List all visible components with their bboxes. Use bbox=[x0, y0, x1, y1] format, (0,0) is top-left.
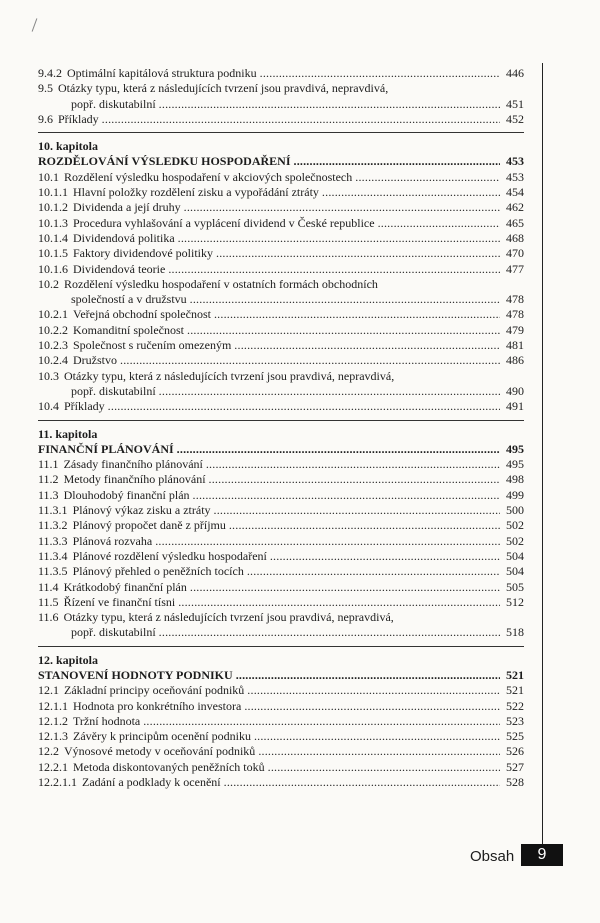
entry-title: Výnosové metody v oceňování podniků bbox=[64, 744, 256, 759]
toc-entry bbox=[38, 729, 524, 744]
entry-number: 10.2.2 bbox=[38, 322, 68, 337]
entry-number: 10.2.1 bbox=[38, 307, 68, 322]
footer-label: Obsah bbox=[470, 848, 515, 865]
entry-title: Rozdělení výsledku hospodaření v akciových společnostech bbox=[64, 169, 353, 184]
toc-entry bbox=[38, 760, 524, 775]
entry-title-continuation: společností a v družstvu bbox=[71, 292, 187, 307]
entry-number: 12.1 bbox=[38, 683, 59, 698]
entry-page: 527 bbox=[506, 759, 524, 774]
entry-number: 9.6 bbox=[38, 111, 53, 126]
toc-entry bbox=[38, 457, 524, 472]
section-divider bbox=[38, 132, 524, 133]
dot-leader bbox=[187, 323, 500, 338]
entry-number: 11.5 bbox=[38, 594, 59, 609]
dot-leader bbox=[168, 262, 500, 277]
toc-entry bbox=[38, 488, 524, 503]
dot-leader bbox=[322, 185, 500, 200]
entry-title: Plánová rozvaha bbox=[72, 533, 153, 548]
dot-leader bbox=[155, 534, 500, 549]
entry-number: 10.1.5 bbox=[38, 246, 68, 261]
entry-number: 11.4 bbox=[38, 579, 59, 594]
entry-title: Družstvo bbox=[73, 353, 117, 368]
entry-title: Řízení ve finanční tísni bbox=[63, 594, 176, 609]
toc-entry bbox=[38, 775, 524, 790]
toc-entry bbox=[38, 518, 524, 533]
entry-page: 505 bbox=[506, 579, 524, 594]
entry-title: Společnost s ručením omezeným bbox=[73, 338, 232, 353]
toc-entry bbox=[38, 503, 524, 518]
chapter-title-row bbox=[38, 442, 524, 457]
entry-page: 477 bbox=[506, 261, 524, 276]
chapter-label: 11. kapitola bbox=[38, 426, 98, 441]
entry-page: 452 bbox=[506, 111, 524, 126]
entry-number: 11.3.5 bbox=[38, 564, 68, 579]
entry-number: 10.1 bbox=[38, 169, 59, 184]
dot-leader bbox=[143, 714, 500, 729]
entry-title: Otázky typu, která z následujících tvrzení jsou pravdivá, nepravdivá, bbox=[64, 368, 395, 383]
entry-page: 478 bbox=[506, 307, 524, 322]
chapter-label: 12. kapitola bbox=[38, 652, 99, 667]
dot-leader bbox=[190, 292, 500, 307]
entry-title: Příklady bbox=[64, 399, 105, 414]
dot-leader bbox=[294, 154, 501, 169]
entry-number: 11.3.1 bbox=[38, 503, 68, 518]
entry-page: 512 bbox=[506, 594, 524, 609]
entry-title: Veřejná obchodní společnost bbox=[73, 307, 211, 322]
chapter-title: ROZDĚLOVÁNÍ VÝSLEDKU HOSPODAŘENÍ bbox=[38, 154, 291, 169]
entry-page: 478 bbox=[506, 292, 524, 307]
entry-title: Dividendová teorie bbox=[73, 261, 166, 276]
dot-leader bbox=[254, 729, 500, 744]
entry-page: 495 bbox=[506, 457, 524, 472]
entry-title: Optimální kapitálová struktura podniku bbox=[67, 66, 257, 80]
entry-title: Dividendová politika bbox=[73, 230, 175, 245]
dot-leader bbox=[190, 580, 500, 595]
entry-number: 11.3 bbox=[38, 487, 59, 502]
entry-title-continuation: popř. diskutabilní bbox=[71, 625, 156, 640]
entry-number: 12.1.3 bbox=[38, 729, 68, 744]
toc-entry-continuation bbox=[38, 97, 524, 112]
entry-title: Příklady bbox=[58, 111, 99, 126]
entry-title: Dividenda a její druhy bbox=[73, 200, 181, 215]
chapter-title: FINANČNÍ PLÁNOVÁNÍ bbox=[38, 441, 174, 456]
entry-number: 10.1.6 bbox=[38, 261, 68, 276]
toc-entry bbox=[38, 307, 524, 322]
dot-leader bbox=[120, 353, 500, 368]
entry-number: 12.2 bbox=[38, 744, 59, 759]
margin-rule bbox=[542, 63, 543, 863]
entry-title: Plánové rozdělení výsledku hospodaření bbox=[72, 548, 267, 563]
chapter-title-row bbox=[38, 154, 524, 169]
entry-number: 11.3.2 bbox=[38, 518, 68, 533]
entry-title: Závěry k principům ocenění podniku bbox=[73, 729, 251, 744]
dot-leader bbox=[206, 457, 500, 472]
entry-title: Komanditní společnost bbox=[73, 322, 184, 337]
entry-page: 491 bbox=[506, 399, 524, 414]
entry-page: 479 bbox=[506, 322, 524, 337]
entry-page: 470 bbox=[506, 246, 524, 261]
entry-number: 12.1.2 bbox=[38, 713, 68, 728]
toc-entry-continuation bbox=[38, 292, 524, 307]
entry-page: 521 bbox=[506, 683, 524, 698]
entry-page: 526 bbox=[506, 744, 524, 759]
dot-leader bbox=[236, 668, 500, 683]
entry-title-continuation: popř. diskutabilní bbox=[71, 383, 156, 398]
toc-entry bbox=[38, 744, 524, 759]
chapter-label: 10. kapitola bbox=[38, 139, 99, 154]
chapters-container bbox=[38, 132, 524, 790]
entry-number: 11.2 bbox=[38, 472, 59, 487]
toc-entry bbox=[38, 549, 524, 564]
toc-entry bbox=[38, 595, 524, 610]
entry-page: 465 bbox=[506, 215, 524, 230]
toc-entry bbox=[38, 714, 524, 729]
toc-entry bbox=[38, 472, 524, 487]
entry-page: 454 bbox=[506, 185, 524, 200]
dot-leader bbox=[214, 307, 500, 322]
entry-number: 10.1.1 bbox=[38, 185, 68, 200]
dot-leader bbox=[234, 338, 500, 353]
entry-page: 522 bbox=[506, 698, 524, 713]
entry-page: 500 bbox=[506, 503, 524, 518]
toc-entry bbox=[38, 200, 524, 215]
entry-page: 502 bbox=[506, 518, 524, 533]
dot-leader bbox=[268, 760, 500, 775]
entry-page: 502 bbox=[506, 533, 524, 548]
entry-title: Plánový propočet daně z příjmu bbox=[72, 518, 226, 533]
toc-entry bbox=[38, 216, 524, 231]
entry-number: 12.2.1.1 bbox=[38, 775, 77, 790]
entry-page: 518 bbox=[506, 625, 524, 640]
dot-leader bbox=[184, 200, 500, 215]
entry-page: 468 bbox=[506, 230, 524, 245]
dot-leader bbox=[159, 97, 500, 112]
entry-title: Hodnota pro konkrétního investora bbox=[73, 698, 242, 713]
entry-page: 462 bbox=[506, 200, 524, 215]
entry-page: 504 bbox=[506, 548, 524, 563]
toc-entry bbox=[38, 580, 524, 595]
dot-leader bbox=[260, 66, 500, 81]
entry-page: 528 bbox=[506, 775, 524, 790]
toc-entry bbox=[38, 262, 524, 277]
toc-entry bbox=[38, 683, 524, 698]
toc-entry bbox=[38, 369, 524, 384]
entry-number: 10.3 bbox=[38, 368, 59, 383]
dot-leader bbox=[193, 488, 500, 503]
toc-entry bbox=[38, 112, 524, 127]
entry-title: Krátkodobý finanční plán bbox=[63, 579, 187, 594]
dot-leader bbox=[102, 112, 500, 127]
toc-entry bbox=[38, 610, 524, 625]
entry-page: 525 bbox=[506, 729, 524, 744]
toc-entry bbox=[38, 338, 524, 353]
entry-number: 11.6 bbox=[38, 610, 59, 625]
entry-page: 504 bbox=[506, 564, 524, 579]
entry-page: 523 bbox=[506, 713, 524, 728]
dot-leader bbox=[178, 595, 500, 610]
intro-section bbox=[38, 66, 524, 127]
toc-entry bbox=[38, 66, 524, 81]
entry-number: 11.1 bbox=[38, 457, 59, 472]
entry-number: 10.1.4 bbox=[38, 230, 68, 245]
dot-leader bbox=[229, 518, 500, 533]
entry-page: 498 bbox=[506, 472, 524, 487]
entry-title: Hlavní položky rozdělení zisku a vypořádání ztráty bbox=[73, 185, 319, 200]
entry-title: Otázky typu, která z následujících tvrzení jsou pravdivá, nepravdivá, bbox=[63, 610, 394, 625]
dot-leader bbox=[178, 231, 500, 246]
dot-leader bbox=[258, 744, 500, 759]
dot-leader bbox=[355, 170, 500, 185]
entry-page: 486 bbox=[506, 353, 524, 368]
toc-entry bbox=[38, 323, 524, 338]
entry-number: 10.2.4 bbox=[38, 353, 68, 368]
chapter-page: 521 bbox=[506, 667, 524, 682]
dot-leader bbox=[247, 564, 500, 579]
dot-leader bbox=[247, 683, 500, 698]
entry-page: 499 bbox=[506, 487, 524, 502]
toc-entry bbox=[38, 564, 524, 579]
entry-title: Tržní hodnota bbox=[73, 713, 141, 728]
entry-page: 490 bbox=[506, 383, 524, 398]
toc-entry bbox=[38, 353, 524, 368]
chapter-page: 495 bbox=[506, 441, 524, 456]
toc-entry bbox=[38, 231, 524, 246]
toc-entry bbox=[38, 399, 524, 414]
entry-title: Faktory dividendové politiky bbox=[73, 246, 213, 261]
entry-number: 10.1.3 bbox=[38, 215, 68, 230]
dot-leader bbox=[224, 775, 500, 790]
dot-leader bbox=[159, 625, 500, 640]
entry-number: 10.1.2 bbox=[38, 200, 68, 215]
entry-number: 9.4.2 bbox=[38, 66, 62, 80]
chapter-title: STANOVENÍ HODNOTY PODNIKU bbox=[38, 667, 233, 682]
table-of-contents bbox=[38, 66, 524, 790]
entry-page: 481 bbox=[506, 338, 524, 353]
entry-title: Zadání a podklady k ocenění bbox=[82, 775, 221, 790]
entry-number: 10.2 bbox=[38, 276, 59, 291]
entry-page: 451 bbox=[506, 96, 524, 111]
toc-entry bbox=[38, 185, 524, 200]
dot-leader bbox=[270, 549, 500, 564]
toc-entry bbox=[38, 699, 524, 714]
dot-leader bbox=[214, 503, 500, 518]
entry-number: 10.2.3 bbox=[38, 338, 68, 353]
entry-title: Otázky typu, která z následujících tvrzení jsou pravdivá, nepravdivá, bbox=[58, 81, 389, 96]
toc-entry bbox=[38, 277, 524, 292]
dot-leader bbox=[209, 472, 500, 487]
entry-title: Zásady finančního plánování bbox=[63, 457, 203, 472]
dot-leader bbox=[177, 442, 500, 457]
toc-entry bbox=[38, 246, 524, 261]
dot-leader bbox=[108, 399, 500, 414]
entry-page: 453 bbox=[506, 169, 524, 184]
entry-page: 446 bbox=[506, 66, 524, 80]
entry-title-continuation: popř. diskutabilní bbox=[71, 96, 156, 111]
pen-mark bbox=[32, 18, 38, 31]
entry-number: 10.4 bbox=[38, 399, 59, 414]
entry-number: 12.2.1 bbox=[38, 759, 68, 774]
page-number-badge: 9 bbox=[521, 844, 563, 866]
entry-number: 9.5 bbox=[38, 81, 53, 96]
toc-entry-continuation bbox=[38, 384, 524, 399]
dot-leader bbox=[244, 699, 500, 714]
entry-title: Plánový výkaz zisku a ztráty bbox=[72, 503, 211, 518]
entry-number: 12.1.1 bbox=[38, 698, 68, 713]
dot-leader bbox=[159, 384, 500, 399]
entry-title: Dlouhodobý finanční plán bbox=[63, 487, 190, 502]
entry-number: 11.3.4 bbox=[38, 548, 68, 563]
section-divider bbox=[38, 646, 524, 647]
chapter-page: 453 bbox=[506, 154, 524, 169]
dot-leader bbox=[216, 246, 500, 261]
toc-entry bbox=[38, 170, 524, 185]
toc-entry bbox=[38, 534, 524, 549]
entry-title: Rozdělení výsledku hospodaření v ostatních formách obchodních bbox=[64, 276, 378, 291]
chapter-title-row bbox=[38, 668, 524, 683]
section-divider bbox=[38, 420, 524, 421]
entry-title: Procedura vyhlašování a vyplácení dividend v České republice bbox=[73, 215, 375, 230]
entry-title: Základní principy oceňování podniků bbox=[64, 683, 245, 698]
toc-entry bbox=[38, 81, 524, 96]
entry-number: 11.3.3 bbox=[38, 533, 68, 548]
toc-entry-continuation bbox=[38, 625, 524, 640]
entry-title: Plánový přehled o peněžních tocích bbox=[72, 564, 244, 579]
dot-leader bbox=[378, 216, 500, 231]
entry-title: Metody finančního plánování bbox=[63, 472, 206, 487]
entry-title: Metoda diskontovaných peněžních toků bbox=[73, 759, 265, 774]
